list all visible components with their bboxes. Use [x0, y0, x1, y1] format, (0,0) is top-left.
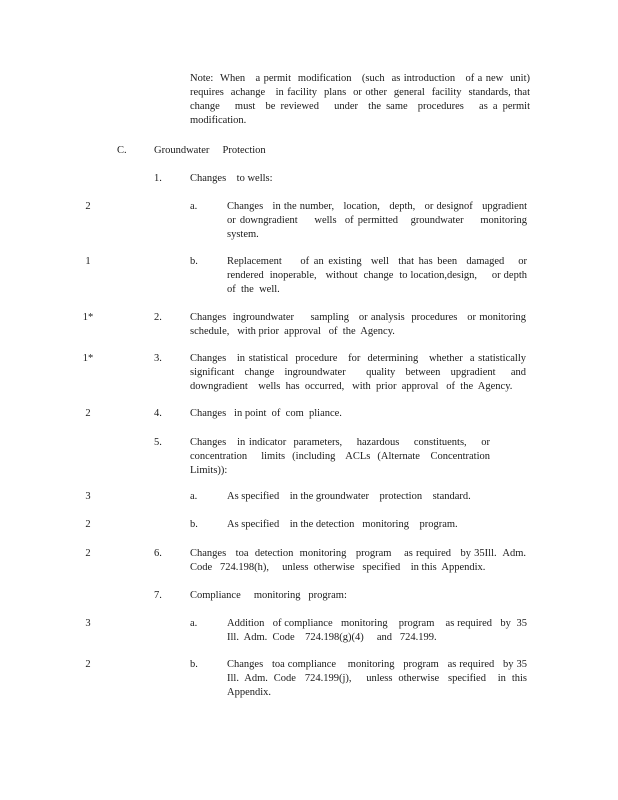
item-label: 4. [154, 408, 162, 419]
category-number: 2 [85, 659, 91, 670]
item-label: 1. [154, 173, 162, 184]
item-text: Changes to wells: [190, 173, 273, 184]
category-number: 3 [85, 491, 91, 502]
item-text: Changes in the number, location, depth, or designof upgradient or downgradient wells of permitted groundwater monitoring system. [227, 201, 530, 240]
category-number: 2 [85, 201, 91, 212]
item-label: 3. [154, 353, 162, 364]
item-text: Addition of compliance monitoring program as required by 35 Ill. Adm. Code 724.198(g)(4) and 724.199. [227, 618, 530, 643]
item-text: Changes toa detection monitoring program as required by 35Ill. Adm. Code 724.198(h), unless otherwise specified in this Appendix. [190, 548, 529, 573]
item-label: b. [190, 256, 198, 267]
item-label: 5. [154, 437, 162, 448]
section-letter: C. [117, 145, 127, 156]
item-text: Changes ingroundwater sampling or analysis procedures or monitoring schedule, with prior approval of the Agency. [190, 312, 529, 337]
category-number: 3 [85, 618, 91, 629]
category-number: 1 [85, 256, 91, 267]
item-text: Changes toa compliance monitoring program as required by 35 Ill. Adm. Code 724.199(j), unless otherwise specified in this Appendix. [227, 659, 530, 698]
item-text: As specified in the detection monitoring program. [227, 519, 458, 530]
item-text: As specified in the groundwater protection standard. [227, 491, 471, 502]
item-label: b. [190, 659, 198, 670]
item-text: Changes in statistical procedure for determining whether a statistically significant change ingroundwater quality between upgradient and downgradient wells has occurred, with prior approval of the Agency. [190, 353, 529, 392]
item-label: 7. [154, 590, 162, 601]
item-label: a. [190, 491, 198, 502]
category-number: 1* [82, 312, 94, 323]
item-label: b. [190, 519, 198, 530]
item-label: a. [190, 201, 198, 212]
item-label: 6. [154, 548, 162, 559]
category-number: 2 [85, 519, 91, 530]
item-text: Changes in indicator parameters, hazardous constituents, or concentration limits (including ACLs (Alternate Concentration Limits)): [190, 437, 493, 476]
item-label: a. [190, 618, 198, 629]
category-number: 2 [85, 548, 91, 559]
note-paragraph: Note: When a permit modification (such as introduction of a new unit) requires achange in facility plans or other general facility standards, that change must be reviewed under the same procedures as a permit modification. [190, 73, 533, 126]
item-text: Replacement of an existing well that has been damaged or rendered inoperable, without change to location,design, or depth of the well. [227, 256, 533, 295]
item-text: Changes in point of com pliance. [190, 408, 342, 419]
item-label: 2. [154, 312, 162, 323]
category-number: 2 [85, 408, 91, 419]
section-title: Groundwater Protection [154, 145, 266, 156]
item-text: Compliance monitoring program: [190, 590, 347, 601]
category-number: 1* [82, 353, 94, 364]
